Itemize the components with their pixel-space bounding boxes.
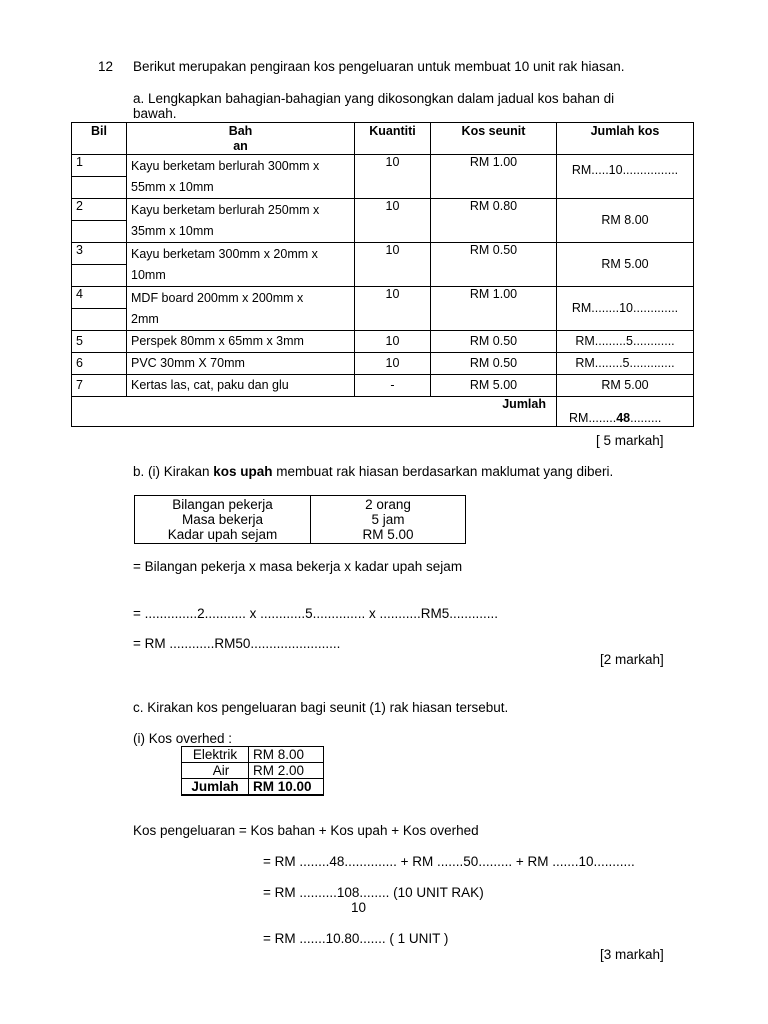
row-qty: 10 — [355, 287, 431, 331]
part-c-instruction: c. Kirakan kos pengeluaran bagi seunit (1) rak hiasan tersebut. — [133, 700, 509, 715]
worker-info-table — [134, 495, 466, 544]
header-kuantiti: Kuantiti — [355, 123, 431, 155]
part-a-instruction-line2: bawah. — [133, 106, 177, 121]
worker-labels-cell — [135, 496, 311, 544]
row-qty: 10 — [355, 353, 431, 375]
row-qty: 10 — [355, 331, 431, 353]
row-bil: 1 — [72, 155, 127, 177]
overhead-total-row — [182, 779, 324, 796]
worker-count-label: Bilangan pekerja — [172, 497, 273, 512]
material-cost-table — [71, 122, 694, 427]
row-unit-cost: RM 0.50 — [431, 331, 557, 353]
production-cost-formula: Kos pengeluaran = Kos bahan + Kos upah + Kos overhed — [133, 823, 479, 838]
row-unit-cost: RM 0.50 — [431, 353, 557, 375]
part-b-working: = ..............2........... x ............5.............. x ...........RM5............. — [133, 606, 498, 621]
header-kos-seunit: Kos seunit — [431, 123, 557, 155]
overhead-label: Elektrik — [182, 747, 249, 763]
jumlah-label: Jumlah — [502, 397, 546, 411]
table-total-row — [72, 397, 694, 427]
row-bil: 6 — [72, 353, 127, 375]
row-qty: - — [355, 375, 431, 397]
row-item-line1: Kayu berketam berlurah 250mm x — [131, 203, 320, 217]
row-item-line2: 10mm — [131, 268, 166, 282]
row-item-line2: 2mm — [131, 312, 159, 326]
question-intro: Berikut merupakan pengiraan kos pengeluaran untuk membuat 10 unit rak hiasan. — [133, 59, 625, 74]
production-cost-line1: = RM ........48.............. + RM .......50......... + RM .......10........... — [263, 854, 635, 869]
row-bil: 2 — [72, 199, 127, 221]
row-item — [127, 199, 355, 243]
row-item-line1: MDF board 200mm x 200mm x — [131, 291, 304, 305]
row-bil: 3 — [72, 243, 127, 265]
table-header-row — [72, 123, 694, 155]
row-bil-empty — [72, 265, 127, 287]
row-total-cost: RM........10............. — [557, 287, 694, 331]
row-item — [127, 287, 355, 331]
question-number: 12 — [98, 59, 114, 74]
row-item: Perspek 80mm x 65mm x 3mm — [127, 331, 355, 353]
row-bil: 4 — [72, 287, 127, 309]
part-c-marks: [3 markah] — [600, 947, 664, 962]
part-b-answer: = RM ............RM50........................ — [133, 636, 341, 651]
part-a-marks: [ 5 markah] — [596, 433, 664, 448]
row-qty: 10 — [355, 243, 431, 287]
row-unit-cost: RM 1.00 — [431, 287, 557, 331]
row-unit-cost: RM 0.80 — [431, 199, 557, 243]
row-bil-empty — [72, 309, 127, 331]
row-total-cost: RM........5............. — [557, 353, 694, 375]
row-item: PVC 30mm X 70mm — [127, 353, 355, 375]
table-row — [72, 155, 694, 177]
row-total-cost: RM 8.00 — [557, 199, 694, 243]
part-a-instruction-line1: a. Lengkapkan bahagian-bahagian yang dikosongkan dalam jadual kos bahan di — [133, 91, 615, 106]
overhead-row — [182, 747, 324, 763]
production-cost-line2: = RM ..........108........ (10 UNIT RAK) — [263, 885, 484, 900]
jumlah-value: 48 — [616, 411, 631, 425]
overhead-total-value: RM 10.00 — [249, 779, 324, 796]
overhead-value: RM 8.00 — [249, 747, 324, 763]
row-bil-empty — [72, 177, 127, 199]
row-unit-cost: RM 0.50 — [431, 243, 557, 287]
row-item-line2: 35mm x 10mm — [131, 224, 214, 238]
part-b-formula: = Bilangan pekerja x masa bekerja x kadar upah sejam — [133, 559, 463, 574]
row-unit-cost: RM 1.00 — [431, 155, 557, 199]
part-b-marks: [2 markah] — [600, 652, 664, 667]
hourly-rate-label: Kadar upah sejam — [167, 527, 278, 542]
work-hours-label: Masa bekerja — [181, 512, 264, 527]
row-item: Kertas las, cat, paku dan glu — [127, 375, 355, 397]
row-item-line1: Kayu berketam 300mm x 20mm x — [131, 247, 318, 261]
row-bil: 5 — [72, 331, 127, 353]
table-row — [72, 353, 694, 375]
part-b-instruction — [133, 464, 613, 480]
jumlah-prefix: RM........ — [569, 411, 617, 425]
jumlah-value-cell — [557, 397, 694, 427]
jumlah-suffix: ......... — [630, 411, 662, 425]
part-b-instruction-bold: kos upah — [213, 464, 273, 479]
row-total-cost: RM.........5............ — [557, 331, 694, 353]
row-item — [127, 243, 355, 287]
jumlah-label-cell — [72, 397, 557, 427]
header-jumlah-kos: Jumlah kos — [557, 123, 694, 155]
part-b-instruction-suffix: membuat rak hiasan berdasarkan maklumat yang diberi. — [272, 464, 614, 479]
table-row — [72, 331, 694, 353]
row-total-cost: RM 5.00 — [557, 375, 694, 397]
row-total-cost: RM.....10................ — [557, 155, 694, 199]
row-unit-cost: RM 5.00 — [431, 375, 557, 397]
overhead-label: Air — [182, 763, 249, 779]
header-bahan-line2: an — [233, 139, 248, 153]
hourly-rate-value: RM 5.00 — [362, 527, 414, 542]
production-cost-line3: = RM .......10.80....... ( 1 UNIT ) — [263, 931, 449, 946]
overhead-row — [182, 763, 324, 779]
header-bil: Bil — [72, 123, 127, 155]
row-total-cost: RM 5.00 — [557, 243, 694, 287]
worker-values-cell — [311, 496, 466, 544]
worker-count-value: 2 orang — [365, 497, 411, 512]
row-qty: 10 — [355, 199, 431, 243]
table-row — [72, 199, 694, 221]
row-item-line2: 55mm x 10mm — [131, 180, 214, 194]
row-qty: 10 — [355, 155, 431, 199]
row-bil-empty — [72, 221, 127, 243]
table-row — [72, 375, 694, 397]
overhead-title: (i) Kos overhed : — [133, 731, 233, 746]
part-b-instruction-prefix: b. (i) Kirakan — [133, 464, 214, 479]
table-row — [72, 243, 694, 265]
overhead-table — [181, 746, 324, 796]
overhead-total-label: Jumlah — [182, 779, 249, 796]
row-bil: 7 — [72, 375, 127, 397]
header-bahan-line1: Bah — [228, 124, 253, 138]
row-item — [127, 155, 355, 199]
production-cost-denominator: 10 — [351, 900, 367, 915]
overhead-value: RM 2.00 — [249, 763, 324, 779]
row-item-line1: Kayu berketam berlurah 300mm x — [131, 159, 320, 173]
header-bahan — [127, 123, 355, 155]
table-row — [72, 287, 694, 309]
work-hours-value: 5 jam — [371, 512, 405, 527]
